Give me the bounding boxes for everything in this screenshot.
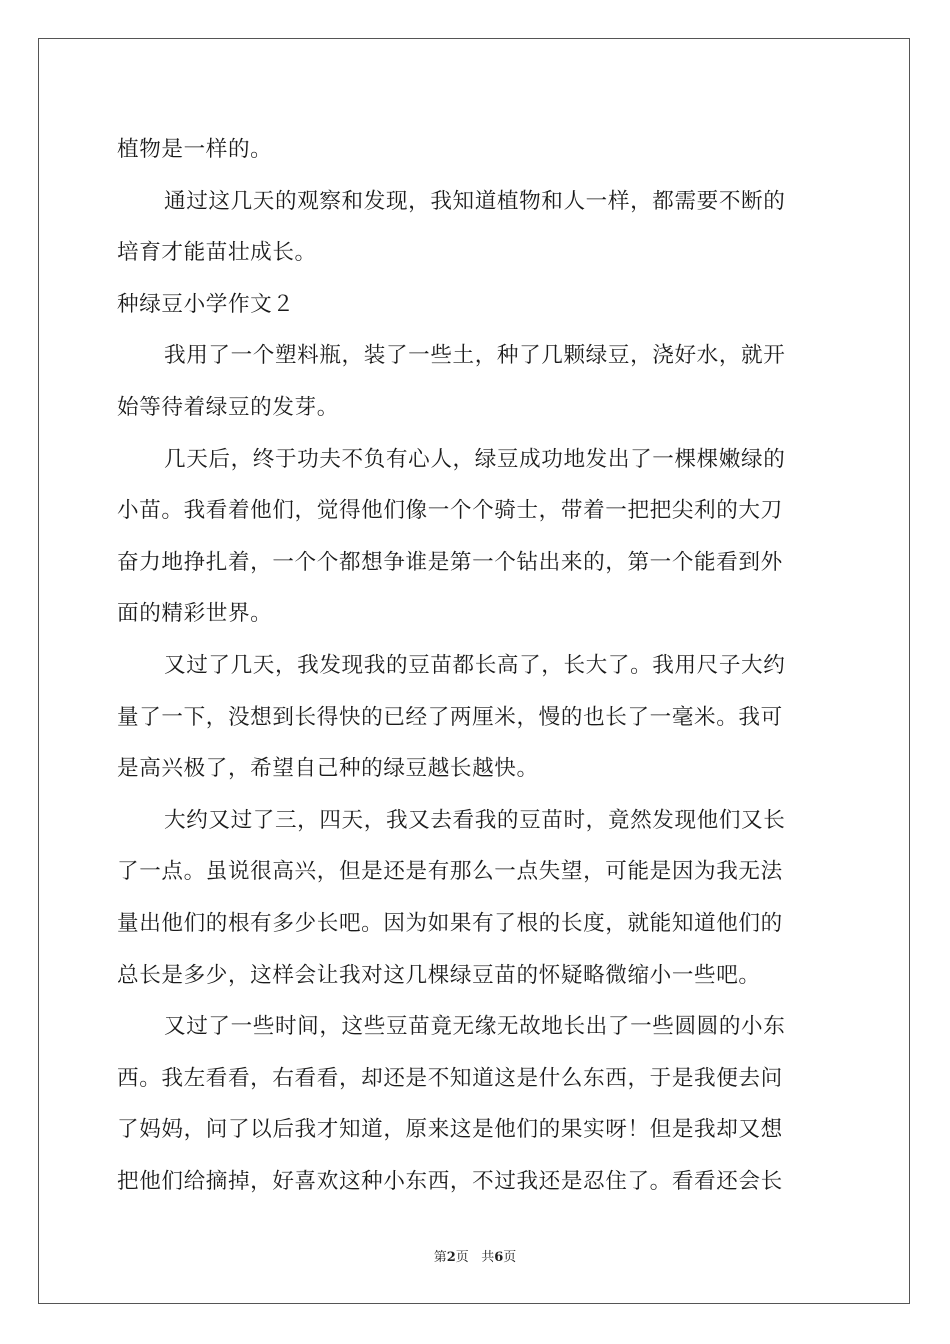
text-line: 又过了几天，我发现我的豆苗都长高了，长大了。我用尺子大约: [164, 652, 786, 678]
text-line: 奋力地挣扎着，一个个都想争谁是第一个钻出来的，第一个能看到外: [117, 549, 783, 575]
text-line: 我用了一个塑料瓶，装了一些土，种了几颗绿豆，浇好水，就开: [164, 343, 786, 369]
text-line: 始等待着绿豆的发芽。: [117, 394, 339, 420]
footer-total-prefix: 共: [481, 1250, 495, 1265]
page-footer: [0, 1246, 950, 1265]
text-line: 西。我左看看，右看看，却还是不知道这是什么东西，于是我便去问: [117, 1065, 783, 1091]
section-heading: 种绿豆小学作文２: [117, 291, 295, 317]
footer-prefix: 第: [433, 1250, 447, 1265]
text-line: 培育才能苗壮成长。: [117, 240, 317, 266]
text-line: 把他们给摘掉，好喜欢这种小东西，不过我还是忍住了。看看还会长: [117, 1168, 783, 1194]
footer-page-suffix: 页: [455, 1250, 469, 1265]
text-line: 小苗。我看着他们，觉得他们像一个个骑士，带着一把把尖利的大刀: [117, 498, 783, 524]
footer-total-suffix: 页: [503, 1250, 517, 1265]
text-line: 总长是多少，这样会让我对这几棵绿豆苗的怀疑略微缩小一些吧。: [117, 962, 761, 988]
document-body: [117, 124, 833, 1207]
text-line: 是高兴极了，希望自己种的绿豆越长越快。: [117, 756, 539, 782]
text-line: 面的精彩世界。: [117, 601, 273, 627]
text-line: 了妈妈，问了以后我才知道，原来这是他们的果实呀！但是我却又想: [117, 1117, 783, 1143]
text-line: 几天后，终于功夫不负有心人，绿豆成功地发出了一棵棵嫩绿的: [164, 446, 786, 472]
text-line: 量了一下，没想到长得快的已经了两厘米，慢的也长了一毫米。我可: [117, 704, 783, 730]
text-line: 大约又过了三，四天，我又去看我的豆苗时，竟然发现他们又长: [164, 807, 786, 833]
text-line: 通过这几天的观察和发现，我知道植物和人一样，都需要不断的: [164, 188, 786, 214]
total-pages: 6: [494, 1250, 504, 1265]
text-line: 了一点。虽说很高兴，但是还是有那么一点失望，可能是因为我无法: [117, 859, 783, 885]
text-line: 量出他们的根有多少长吧。因为如果有了根的长度，就能知道他们的: [117, 910, 783, 936]
text-line: 又过了一些时间，这些豆苗竟无缘无故地长出了一些圆圆的小东: [164, 1014, 786, 1040]
text-line: 植物是一样的。: [117, 137, 273, 162]
page-number: 2: [446, 1250, 456, 1265]
